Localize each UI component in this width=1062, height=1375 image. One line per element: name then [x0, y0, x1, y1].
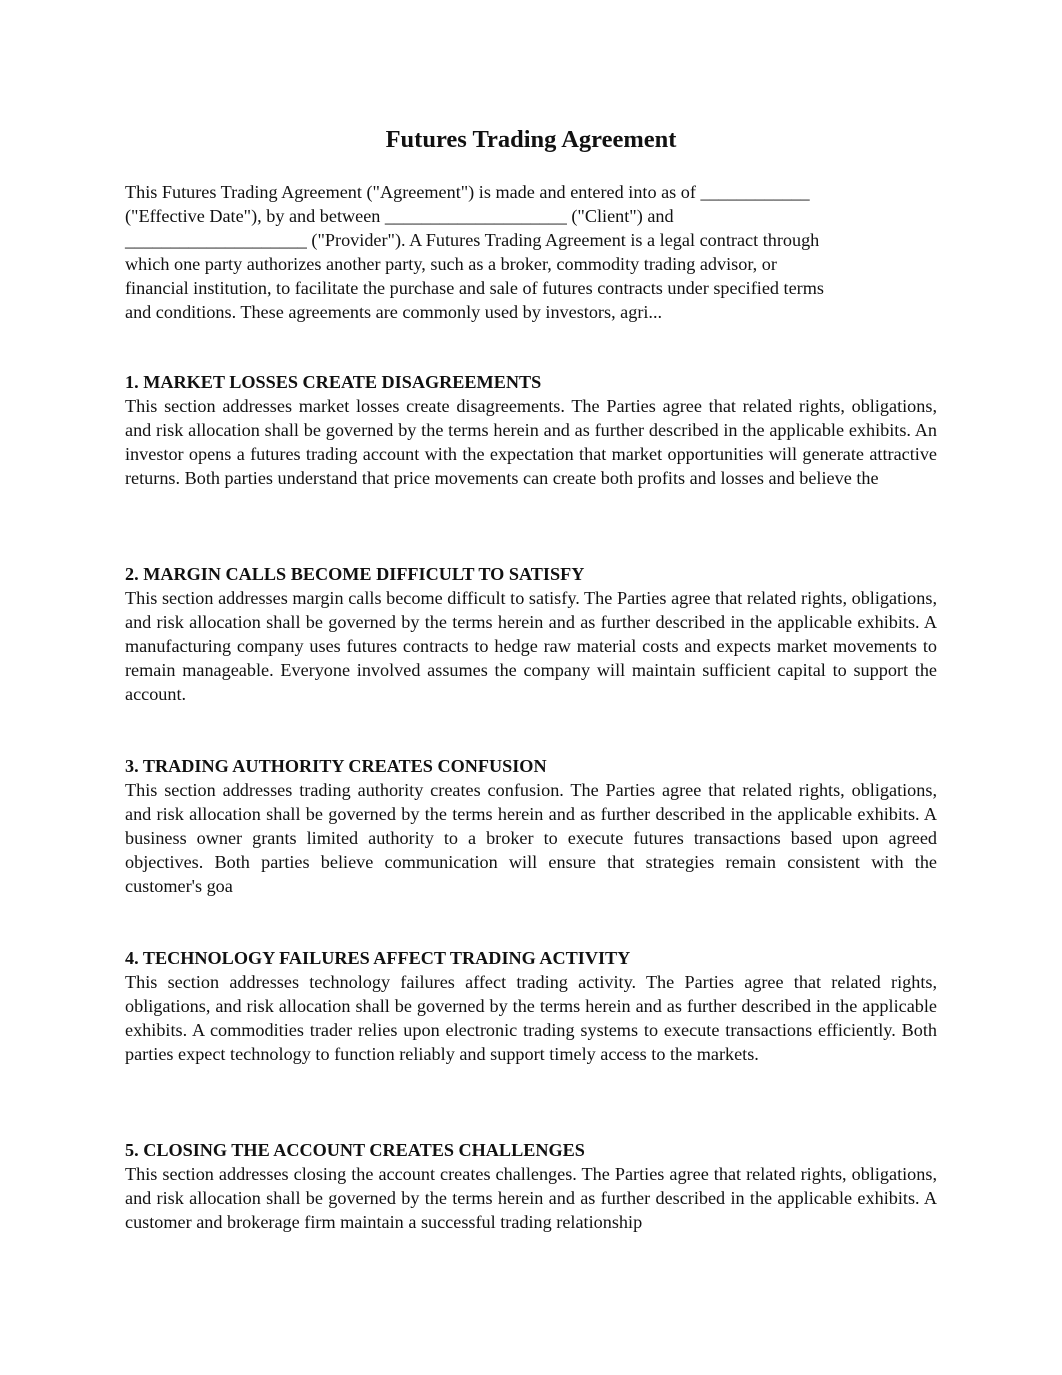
document-content: [125, 180, 937, 1232]
intro-line: This Futures Trading Agreement ("Agreement") is made and entered into as of ____________: [125, 182, 810, 202]
section-heading: 3. TRADING AUTHORITY CREATES CONFUSION: [125, 756, 547, 776]
section-body: This section addresses trading authority creates confusion. The Parties agree that related rights, obligations, and risk allocation shall be governed by the terms herein and as further described in the applicable exhibits. A business owner grants limited authority to a broker to execute futures transactions based upon agreed objectives. Both parties believe communication will ensure that strategies remain consistent with the customer's goa: [125, 780, 937, 896]
intro-line: ("Effective Date"), by and between ____________________ ("Client") and: [125, 206, 674, 226]
section-market-losses: [125, 370, 937, 490]
section-closing-account: [125, 1138, 937, 1234]
intro-line: which one party authorizes another party, such as a broker, commodity trading advisor, or: [125, 254, 777, 274]
section-trading-authority: [125, 754, 937, 898]
section-body: This section addresses technology failures affect trading activity. The Parties agree that related rights, obligations, and risk allocation shall be governed by the terms herein and as further described in the applicable exhibits. A commodities trader relies upon electronic trading systems to execute transactions efficiently. Both parties expect technology to function reliably and support timely access to the markets.: [125, 972, 937, 1064]
section-heading: 4. TECHNOLOGY FAILURES AFFECT TRADING ACTIVITY: [125, 948, 631, 968]
section-body: This section addresses margin calls become difficult to satisfy. The Parties agree that related rights, obligations, and risk allocation shall be governed by the terms herein and as further described in the applicable exhibits. A manufacturing company uses futures contracts to hedge raw material costs and expects market movements to remain manageable. Everyone involved assumes the company will maintain sufficient capital to support the account.: [125, 588, 937, 704]
section-body: This section addresses closing the account creates challenges. The Parties agree that related rights, obligations, and risk allocation shall be governed by the terms herein and as further described in the applicable exhibits. A customer and brokerage firm maintain a successful trading relationship: [125, 1164, 937, 1232]
intro-line: and conditions. These agreements are commonly used by investors, agri...: [125, 302, 663, 322]
document-title: Futures Trading Agreement: [385, 126, 677, 153]
section-heading: 2. MARGIN CALLS BECOME DIFFICULT TO SATISFY: [125, 564, 585, 584]
section-heading: 5. CLOSING THE ACCOUNT CREATES CHALLENGES: [125, 1140, 585, 1160]
intro-line: financial institution, to facilitate the purchase and sale of futures contracts under specified terms: [125, 278, 824, 298]
section-margin-calls: [125, 562, 937, 706]
section-heading: 1. MARKET LOSSES CREATE DISAGREEMENTS: [125, 372, 542, 392]
section-body: This section addresses market losses create disagreements. The Parties agree that related rights, obligations, and risk allocation shall be governed by the terms herein and as further described in the applicable exhibits. An investor opens a futures trading account with the expectation that market opportunities will generate attractive returns. Both parties understand that price movements can create both profits and losses and believe the: [125, 396, 937, 488]
intro-paragraph: [125, 180, 937, 324]
section-technology-failures: [125, 946, 937, 1066]
intro-line: ____________________ ("Provider"). A Futures Trading Agreement is a legal contract through: [125, 230, 820, 250]
